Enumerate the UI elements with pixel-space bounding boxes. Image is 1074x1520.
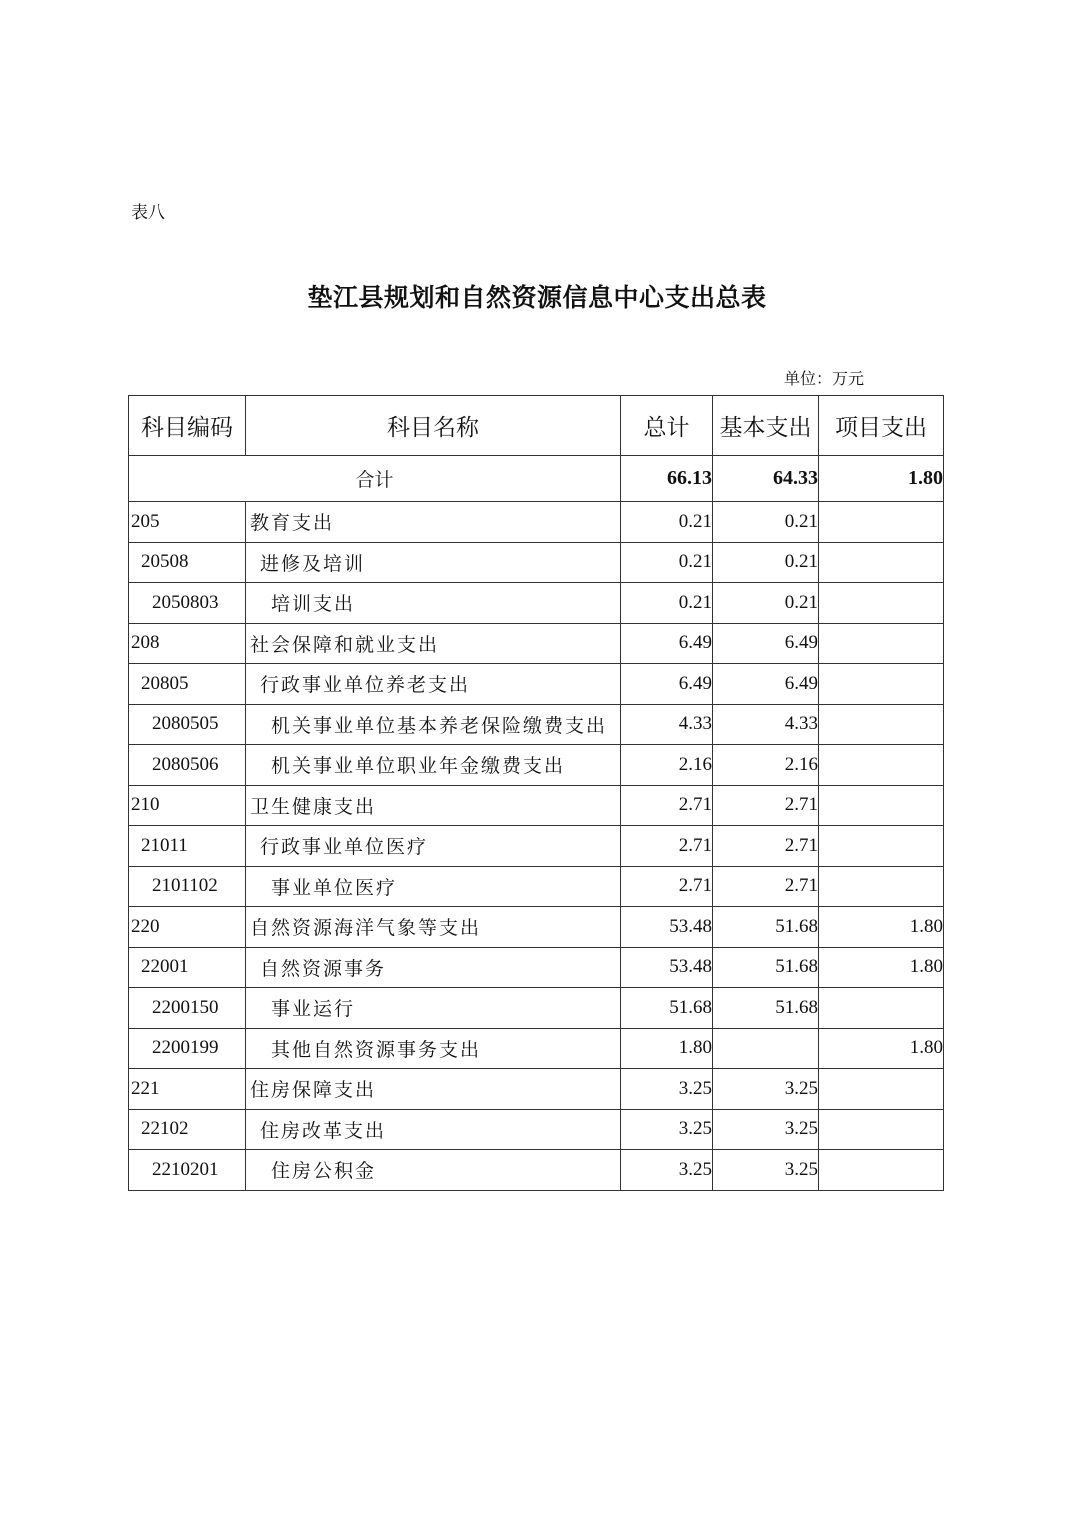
row-name: 住房公积金	[246, 1150, 621, 1191]
row-total: 53.48	[621, 947, 713, 988]
table-label: 表八	[131, 203, 165, 223]
row-basic: 3.25	[713, 1150, 819, 1191]
row-code: 221	[129, 1069, 246, 1110]
row-code: 2080506	[129, 745, 246, 786]
row-project: 1.80	[819, 1028, 944, 1069]
document-title: 垫江县规划和自然资源信息中心支出总表	[307, 283, 767, 312]
row-name: 其他自然资源事务支出	[246, 1028, 621, 1069]
table-row	[129, 1028, 944, 1069]
row-code: 2080505	[129, 704, 246, 745]
row-total: 3.25	[621, 1150, 713, 1191]
total-amount: 66.13	[621, 456, 713, 502]
row-project: 1.80	[819, 907, 944, 948]
row-total: 6.49	[621, 664, 713, 705]
row-basic: 51.68	[713, 988, 819, 1029]
row-name: 事业运行	[246, 988, 621, 1029]
table-row	[129, 1109, 944, 1150]
table-row	[129, 826, 944, 867]
total-basic-amount: 64.33	[713, 456, 819, 502]
row-name: 行政事业单位医疗	[246, 826, 621, 867]
row-total: 2.71	[621, 826, 713, 867]
row-total: 2.16	[621, 745, 713, 786]
row-name: 自然资源事务	[246, 947, 621, 988]
row-project	[819, 704, 944, 745]
row-basic: 6.49	[713, 623, 819, 664]
row-project	[819, 583, 944, 624]
row-project	[819, 1109, 944, 1150]
row-name: 行政事业单位养老支出	[246, 664, 621, 705]
table-row	[129, 542, 944, 583]
row-total: 2.71	[621, 785, 713, 826]
row-name: 机关事业单位职业年金缴费支出	[246, 745, 621, 786]
row-name: 社会保障和就业支出	[246, 623, 621, 664]
table-row	[129, 704, 944, 745]
row-project	[819, 1150, 944, 1191]
row-basic: 6.49	[713, 664, 819, 705]
row-name: 培训支出	[246, 583, 621, 624]
row-total: 3.25	[621, 1069, 713, 1110]
row-total: 2.71	[621, 866, 713, 907]
table-header-row	[129, 396, 944, 456]
row-project	[819, 826, 944, 867]
row-basic: 0.21	[713, 583, 819, 624]
row-project	[819, 542, 944, 583]
column-header-basic: 基本支出	[713, 396, 819, 456]
row-basic: 3.25	[713, 1109, 819, 1150]
column-header-total: 总计	[621, 396, 713, 456]
row-code: 20805	[129, 664, 246, 705]
row-basic: 2.71	[713, 785, 819, 826]
row-name: 进修及培训	[246, 542, 621, 583]
row-basic: 2.71	[713, 826, 819, 867]
row-name: 机关事业单位基本养老保险缴费支出	[246, 704, 621, 745]
row-project	[819, 502, 944, 543]
table-row	[129, 785, 944, 826]
table-row	[129, 866, 944, 907]
row-basic: 3.25	[713, 1069, 819, 1110]
row-basic	[713, 1028, 819, 1069]
table-row	[129, 907, 944, 948]
unit-note: 单位：万元	[784, 369, 865, 388]
row-total: 0.21	[621, 542, 713, 583]
row-basic: 4.33	[713, 704, 819, 745]
table-row	[129, 1069, 944, 1110]
table-row	[129, 623, 944, 664]
row-project	[819, 664, 944, 705]
row-total: 1.80	[621, 1028, 713, 1069]
row-basic: 51.68	[713, 907, 819, 948]
row-code: 2050803	[129, 583, 246, 624]
total-label: 合计	[129, 456, 621, 502]
row-code: 220	[129, 907, 246, 948]
row-code: 2200150	[129, 988, 246, 1029]
row-code: 208	[129, 623, 246, 664]
row-code: 205	[129, 502, 246, 543]
row-code: 2200199	[129, 1028, 246, 1069]
row-code: 21011	[129, 826, 246, 867]
row-total: 0.21	[621, 502, 713, 543]
table-row	[129, 745, 944, 786]
row-project	[819, 866, 944, 907]
row-name: 教育支出	[246, 502, 621, 543]
row-code: 22102	[129, 1109, 246, 1150]
row-project: 1.80	[819, 947, 944, 988]
row-total: 0.21	[621, 583, 713, 624]
row-basic: 0.21	[713, 502, 819, 543]
row-code: 2101102	[129, 866, 246, 907]
row-project	[819, 785, 944, 826]
column-header-code: 科目编码	[129, 396, 246, 456]
row-name: 住房保障支出	[246, 1069, 621, 1110]
total-project-amount: 1.80	[819, 456, 944, 502]
row-name: 卫生健康支出	[246, 785, 621, 826]
row-total: 51.68	[621, 988, 713, 1029]
row-code: 210	[129, 785, 246, 826]
column-header-project: 项目支出	[819, 396, 944, 456]
table-row	[129, 947, 944, 988]
row-basic: 2.71	[713, 866, 819, 907]
row-total: 53.48	[621, 907, 713, 948]
row-project	[819, 1069, 944, 1110]
row-total: 4.33	[621, 704, 713, 745]
total-row	[129, 456, 944, 502]
row-name: 住房改革支出	[246, 1109, 621, 1150]
row-name: 事业单位医疗	[246, 866, 621, 907]
row-total: 6.49	[621, 623, 713, 664]
column-header-name: 科目名称	[246, 396, 621, 456]
row-project	[819, 988, 944, 1029]
table-row	[129, 502, 944, 543]
expense-summary-table	[128, 395, 944, 1191]
row-code: 2210201	[129, 1150, 246, 1191]
table-row	[129, 664, 944, 705]
row-total: 3.25	[621, 1109, 713, 1150]
row-basic: 51.68	[713, 947, 819, 988]
row-project	[819, 623, 944, 664]
row-code: 20508	[129, 542, 246, 583]
row-code: 22001	[129, 947, 246, 988]
table-row	[129, 988, 944, 1029]
table-row	[129, 583, 944, 624]
row-basic: 2.16	[713, 745, 819, 786]
row-basic: 0.21	[713, 542, 819, 583]
row-project	[819, 745, 944, 786]
row-name: 自然资源海洋气象等支出	[246, 907, 621, 948]
table-row	[129, 1150, 944, 1191]
